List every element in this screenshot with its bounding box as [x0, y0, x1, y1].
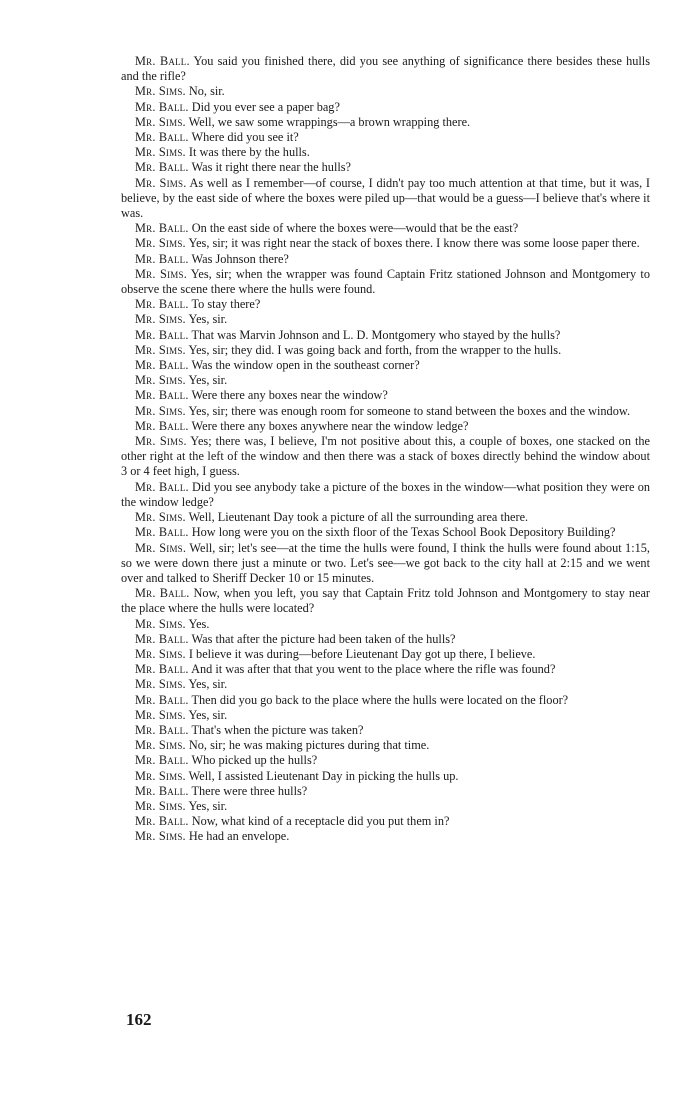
speech-text: Where did you see it?	[191, 130, 299, 145]
testimony-paragraph	[121, 388, 650, 403]
speaker-label: Mr. Ball.	[135, 358, 189, 373]
speech-text: Yes, sir.	[188, 373, 228, 388]
testimony-paragraph	[121, 586, 650, 616]
speaker-label: Mr. Sims.	[135, 768, 186, 783]
speaker-label: Mr. Ball.	[135, 814, 189, 829]
testimony-paragraph	[121, 784, 650, 799]
testimony-paragraph	[121, 312, 650, 327]
testimony-paragraph	[121, 160, 650, 175]
speech-text: Yes, sir; they did. I was going back and forth, from the wrapper to the hulls.	[188, 342, 562, 357]
speech-text: Yes, sir; it was right near the stack of boxes there. I know there was some loose paper there.	[188, 236, 640, 251]
speech-text: Then did you go back to the place where the hulls were located on the floor?	[191, 692, 569, 707]
speaker-label: Mr. Sims.	[135, 342, 186, 357]
speech-text: It was there by the hulls.	[188, 145, 310, 160]
speaker-label: Mr. Ball.	[135, 479, 189, 494]
speech-text: Were there any boxes anywhere near the window ledge?	[191, 418, 469, 433]
speech-text: Was that after the picture had been taken of the hulls?	[191, 631, 456, 646]
speaker-label: Mr. Sims.	[135, 434, 187, 449]
speech-text: Was it right there near the hulls?	[191, 160, 352, 175]
speaker-label: Mr. Ball.	[135, 753, 189, 768]
speech-text: There were three hulls?	[191, 783, 308, 798]
speaker-label: Mr. Sims.	[135, 145, 186, 160]
speech-text: Well, sir; let's see—at the time the hulls were found, I think the hulls were found about 1:15, so we were down there just a minute or two. Let's see—we got back to the city hall at 2:15 and we went over and talked to Sheriff Decker 10 or 15 minutes.	[121, 540, 650, 585]
speaker-label: Mr. Sims.	[135, 175, 187, 190]
testimony-paragraph	[121, 130, 650, 145]
speech-text: Did you ever see a paper bag?	[191, 99, 340, 114]
speech-text: Yes, sir.	[188, 312, 228, 327]
speech-text: Yes, sir; there was enough room for someone to stand between the boxes and the window.	[188, 403, 631, 418]
testimony-paragraph	[121, 617, 650, 632]
speaker-label: Mr. Sims.	[135, 707, 186, 722]
testimony-paragraph	[121, 708, 650, 723]
speech-text: Well, Lieutenant Day took a picture of all the surrounding area there.	[188, 510, 529, 525]
speech-text: No, sir.	[188, 84, 225, 99]
speaker-label: Mr. Ball.	[135, 586, 190, 601]
speaker-label: Mr. Ball.	[135, 99, 189, 114]
speaker-label: Mr. Ball.	[135, 130, 189, 145]
speech-text: Yes, sir.	[188, 707, 228, 722]
testimony-paragraph	[121, 769, 650, 784]
testimony-paragraph	[121, 753, 650, 768]
testimony-paragraph	[121, 267, 650, 297]
testimony-paragraph	[121, 328, 650, 343]
speech-text: To stay there?	[191, 297, 261, 312]
testimony-paragraph	[121, 723, 650, 738]
testimony-paragraph	[121, 176, 650, 222]
speaker-label: Mr. Sims.	[135, 236, 186, 251]
testimony-paragraph	[121, 510, 650, 525]
speech-text: Who picked up the hulls?	[191, 753, 318, 768]
speaker-label: Mr. Sims.	[135, 510, 186, 525]
testimony-paragraph	[121, 54, 650, 84]
speech-text: Was Johnson there?	[191, 251, 289, 266]
speech-text: Was the window open in the southeast corner?	[191, 358, 420, 373]
testimony-paragraph	[121, 632, 650, 647]
speaker-label: Mr. Ball.	[135, 692, 189, 707]
speaker-label: Mr. Ball.	[135, 631, 189, 646]
speaker-label: Mr. Sims.	[135, 738, 186, 753]
speech-text: That's when the picture was taken?	[191, 722, 364, 737]
speaker-label: Mr. Sims.	[135, 84, 186, 99]
testimony-paragraph	[121, 525, 650, 540]
speaker-label: Mr. Sims.	[135, 677, 186, 692]
speaker-label: Mr. Sims.	[135, 646, 186, 661]
page-number: 162	[126, 1010, 152, 1029]
speech-text: Now, what kind of a receptacle did you put them in?	[191, 814, 450, 829]
testimony-paragraph	[121, 434, 650, 480]
speaker-label: Mr. Sims.	[135, 798, 186, 813]
speech-text: Well, I assisted Lieutenant Day in picking the hulls up.	[188, 768, 459, 783]
speech-text: How long were you on the sixth floor of the Texas School Book Depository Building?	[191, 525, 616, 540]
speech-text: Now, when you left, you say that Captain Fritz told Johnson and Montgomery to stay near the place where the hulls were located?	[121, 586, 651, 616]
speaker-label: Mr. Ball.	[135, 221, 189, 236]
testimony-paragraph	[121, 662, 650, 677]
speech-text: Yes.	[188, 616, 210, 631]
testimony-paragraph	[121, 84, 650, 99]
testimony-paragraph	[121, 677, 650, 692]
speaker-label: Mr. Ball.	[135, 54, 190, 68]
testimony-paragraph	[121, 799, 650, 814]
speaker-label: Mr. Ball.	[135, 783, 189, 798]
testimony-paragraph	[121, 814, 650, 829]
speaker-label: Mr. Ball.	[135, 662, 189, 677]
speech-text: I believe it was during—before Lieutenant Day got up there, I believe.	[188, 646, 536, 661]
speaker-label: Mr. Ball.	[135, 722, 189, 737]
speech-text: Yes; there was, I believe, I'm not positive about this, a couple of boxes, one stacked on the other right at the left of the window and then there was a stack of boxes directly behind the window about 3 or 4 feet high, I guess.	[121, 434, 650, 479]
speaker-label: Mr. Sims.	[135, 373, 186, 388]
speaker-label: Mr. Ball.	[135, 327, 189, 342]
testimony-paragraph	[121, 252, 650, 267]
testimony-paragraph	[121, 541, 650, 587]
speaker-label: Mr. Sims.	[135, 266, 187, 281]
speech-text: No, sir; he was making pictures during that time.	[188, 738, 430, 753]
speaker-label: Mr. Sims.	[135, 114, 186, 129]
testimony-paragraph	[121, 419, 650, 434]
speaker-label: Mr. Sims.	[135, 540, 187, 555]
speaker-label: Mr. Ball.	[135, 418, 189, 433]
speech-text: And it was after that that you went to the place where the rifle was found?	[191, 662, 556, 677]
speaker-label: Mr. Sims.	[135, 312, 186, 327]
testimony-paragraph	[121, 373, 650, 388]
speech-text: Yes, sir.	[188, 677, 228, 692]
testimony-paragraph	[121, 297, 650, 312]
speaker-label: Mr. Sims.	[135, 829, 186, 844]
testimony-paragraph	[121, 829, 650, 844]
speaker-label: Mr. Ball.	[135, 251, 189, 266]
speech-text: You said you finished there, did you see anything of significance there besides these hulls and the rifle?	[121, 54, 650, 84]
testimony-paragraph	[121, 221, 650, 236]
speech-text: As well as I remember—of course, I didn't pay too much attention at that time, but it was, I believe, by the east side of where the boxes were piled up—that would be a guess—I believe that's where it was.	[121, 175, 650, 221]
testimony-paragraph	[121, 647, 650, 662]
speech-text: Yes, sir; when the wrapper was found Captain Fritz stationed Johnson and Montgomery to observe the scene there where the hulls were found.	[121, 266, 650, 297]
testimony-paragraph	[121, 343, 650, 358]
transcript-body	[121, 54, 650, 845]
speaker-label: Mr. Sims.	[135, 403, 186, 418]
testimony-paragraph	[121, 404, 650, 419]
speaker-label: Mr. Ball.	[135, 388, 189, 403]
testimony-paragraph	[121, 100, 650, 115]
speaker-label: Mr. Ball.	[135, 160, 189, 175]
testimony-paragraph	[121, 480, 650, 510]
testimony-paragraph	[121, 693, 650, 708]
testimony-paragraph	[121, 738, 650, 753]
speech-text: Yes, sir.	[188, 798, 228, 813]
speech-text: Were there any boxes near the window?	[191, 388, 388, 403]
speaker-label: Mr. Ball.	[135, 297, 189, 312]
speech-text: On the east side of where the boxes were—would that be the east?	[191, 221, 519, 236]
testimony-paragraph	[121, 115, 650, 130]
testimony-paragraph	[121, 145, 650, 160]
testimony-paragraph	[121, 358, 650, 373]
speaker-label: Mr. Ball.	[135, 525, 189, 540]
speech-text: He had an envelope.	[188, 829, 290, 844]
speech-text: Well, we saw some wrappings—a brown wrapping there.	[188, 114, 471, 129]
testimony-paragraph	[121, 236, 650, 251]
speech-text: Did you see anybody take a picture of the boxes in the window—what position they were on the window ledge?	[121, 479, 651, 509]
speech-text: That was Marvin Johnson and L. D. Montgomery who stayed by the hulls?	[191, 327, 561, 342]
speaker-label: Mr. Sims.	[135, 616, 186, 631]
